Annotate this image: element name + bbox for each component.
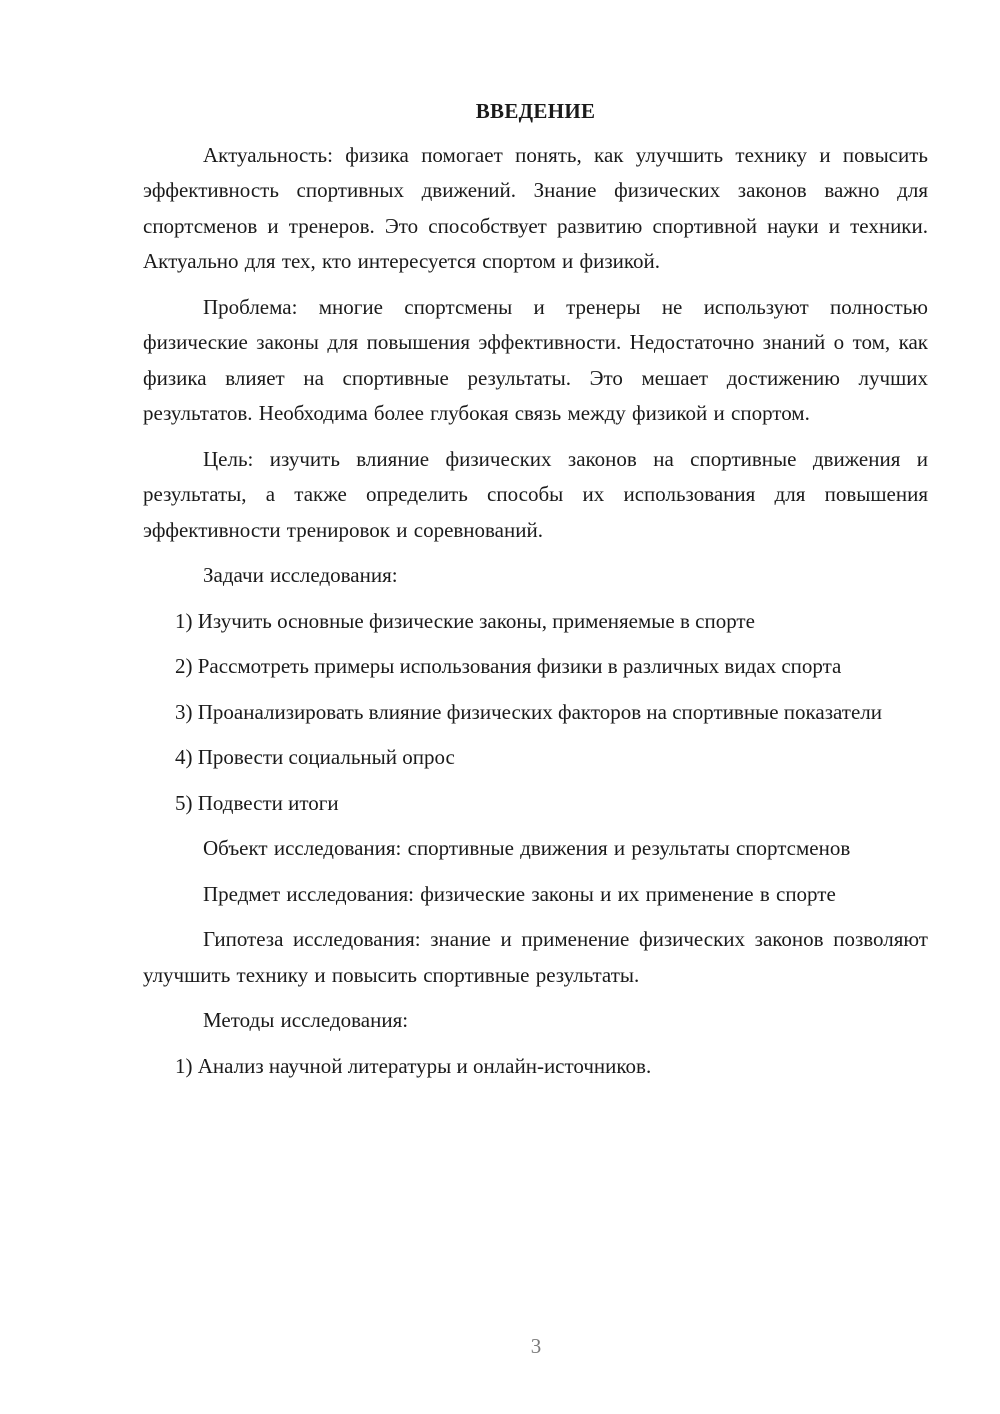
object-paragraph: Объект исследования: спортивные движения и результаты спортсменов bbox=[203, 836, 851, 860]
problem-paragraph: Проблема: многие спортсмены и тренеры не используют полностью физические законы для повышения эффективности. Недостаточно знаний о том, как физика влияет на спортивные результаты. Это мешает достижению лучших результатов. Необходима более глубокая связь между физикой и спортом. bbox=[143, 294, 928, 425]
page-number: 3 bbox=[530, 1334, 542, 1358]
relevance-paragraph: Актуальность: физика помогает понять, как улучшить технику и повысить эффективность спортивных движений. Знание физических законов важно для спортсменов и тренеров. Это способствует развитию спортивной науки и техники. Актуально для тех, кто интересуется спортом и физикой. bbox=[143, 142, 928, 273]
page-title: ВВЕДЕНИЕ bbox=[475, 99, 596, 123]
hypothesis-paragraph: Гипотеза исследования: знание и применение физических законов позволяют улучшить технику и повысить спортивные результаты. bbox=[143, 927, 928, 987]
goal-paragraph: Цель: изучить влияние физических законов на спортивные движения и результаты, а также определить способы их использования для повышения эффективности тренировок и соревнований. bbox=[143, 446, 928, 542]
task-item-1: 1) Изучить основные физические законы, применяемые в спорте bbox=[175, 608, 755, 633]
document-page bbox=[143, 94, 928, 1094]
methods-heading: Методы исследования: bbox=[203, 1008, 409, 1032]
subject-paragraph: Предмет исследования: физические законы и их применение в спорте bbox=[203, 881, 836, 906]
task-item-2: 2) Рассмотреть примеры использования физики в различных видах спорта bbox=[175, 654, 842, 678]
tasks-heading: Задачи исследования: bbox=[203, 563, 398, 587]
task-item-5: 5) Подвести итоги bbox=[175, 790, 339, 815]
task-item-3: 3) Проанализировать влияние физических факторов на спортивные показатели bbox=[175, 699, 882, 724]
task-item-4: 4) Провести социальный опрос bbox=[175, 745, 455, 769]
method-item-1: 1) Анализ научной литературы и онлайн-источников. bbox=[175, 1053, 652, 1078]
